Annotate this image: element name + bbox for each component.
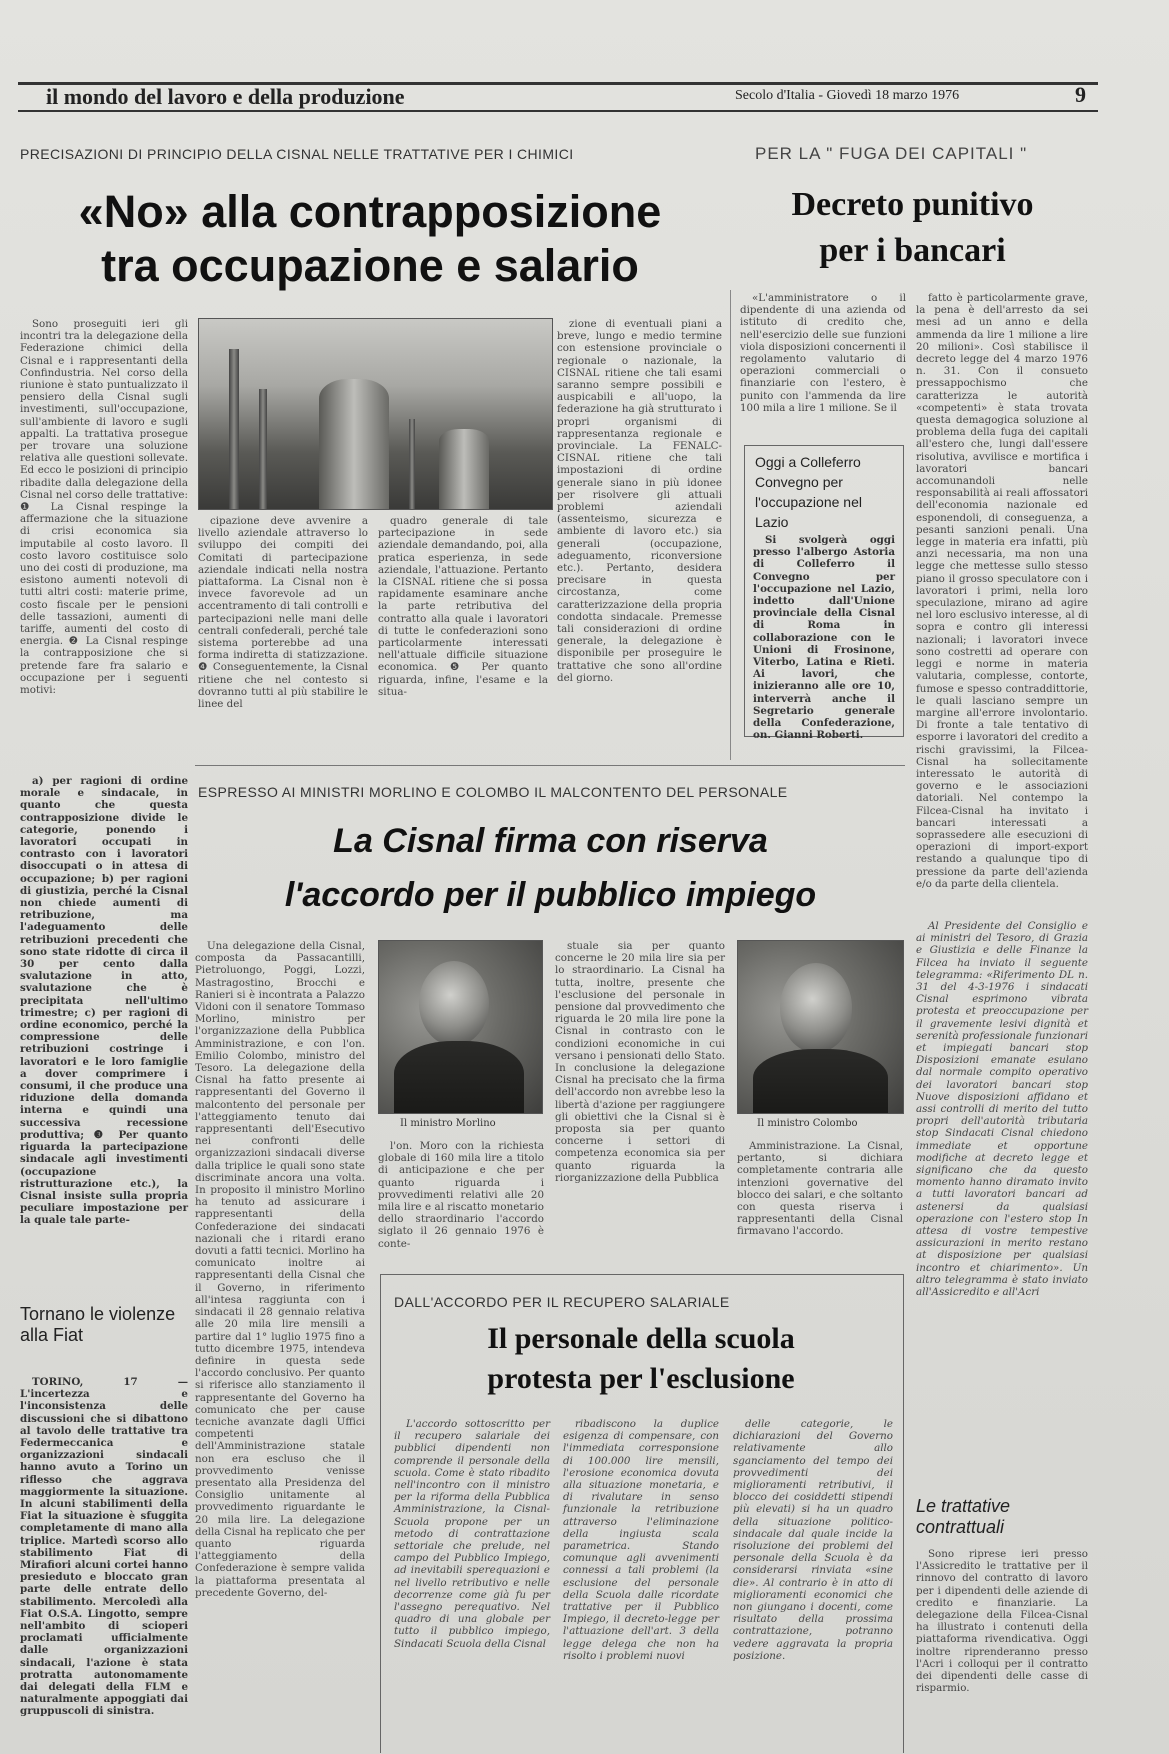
bancari-cola-text: «L'amministratore o il dipendente di una azienda od istituto di credito che, nell'esercizio delle sue funzioni viola disposizioni concernenti il regolamento valutario di operazioni commerciali o finanziarie con l'estero, è punito con l'ammenda da lire 100 mila a lire 1 milione. Se il — [740, 292, 906, 414]
chimici-headline-1: «No» alla contrapposizione — [78, 186, 662, 237]
section-divider — [195, 765, 905, 766]
bancari-headline-1: Decreto punitivo — [791, 186, 1034, 223]
scuola-col3-text: delle categorie, le dichiarazioni del Governo relativamente allo sganciamento del tempo dei provvedimenti dei miglioramenti retributivi, il blocco dei cosiddetti stipendi più elevati) si ha un quadro della situazione politico-sindacale dal quale incide la risoluzione dei problemi del personale della Scuola è da considerarsi rinviata «sine die». Al contrario è in atto di miglioramenti economici che non giungano i docenti, come risultato della prossima contrattazione, potranno vedere aggravata la propria posizione. — [733, 1418, 893, 1662]
bancari-colc-text: Sono riprese ieri presso l'Assicredito le trattative per il rinnovo del contratto di lavoro per i dipendenti delle aziende di credito e finanziarie. La delegazione della Filcea-Cisnal ha illustrato i contenuti della piattaforma rivendicativa. Oggi inoltre riprenderanno presso l'Acri i colloqui per il contratto dei dipendenti delle casse di risparmio. — [916, 1548, 1088, 1695]
chimici-col4-text: zione di eventuali piani a breve, lungo e medio termine con estensione provinciale o regionale o nazionale, la CISNAL ritiene che tali esami saranno sempre possibili e auspicabili e all'uopo, la federazione ha già strutturato i propri organismi di rappresentanza regionale e provinciale. La FENALC-CISNAL ritiene che tali impostazioni di ordine generale siano in più idonee per risolvere gli attuali problemi aziendali (assenteismo, sicurezza e ambiente di lavoro etc.) sia generali (occupazione, adeguamento, riconversione etc.). Pertanto, desidera precisare in questa circostanza, come caratterizzazione della propria condotta sindacale. Premesse tali considerazioni di ordine generale, la delegazione è disponibile per proseguire le trattative che sono all'ordine del giorno. — [557, 318, 722, 684]
fiat-headline: Tornano le violenze alla Fiat — [20, 1304, 176, 1345]
scuola-col2-text: ribadiscono la duplice esigenza di compensare, con l'immediata corresponsione di 100.000 lire mensili, l'erosione economica dovuta alla situazione monetaria, e di rivalutare in senso funzionale la retribuzione attraverso l'eliminazione della ingiusta scala parametrica. Stando comunque agli avvenimenti connessi a tali problemi (la esclusione del personale della Scuola dalle ricordate trattative per il Pubblico Impiego, il decreto-legge per l'attuazione dell'art. 3 della legge delega che non ha risolto i problemi nuovi — [563, 1418, 719, 1662]
column-rule — [730, 290, 731, 760]
impiego-headline-1: La Cisnal firma con riserva — [333, 822, 768, 860]
impiego-column-1 — [195, 940, 365, 1750]
scuola-col1-text: L'accordo sottoscritto per il recupero salariale dei pubblici dipendenti non comprende il personale della scuola. Come è stato ribadito nell'incontro con il ministro per la riforma della Pubblica Amministrazione, la Cisnal-Scuola propone per un metodo di contrattazione settoriale che prelude, nel campo del Pubblico Impiego, ad inevitabili sperequazioni e nel livello retributivo e nelle decorrenze come già fu per l'assegno perequativo. Nel quadro di una globale per tutto il pubblico impiego, Sindacati Scuola della Cisnal — [394, 1418, 550, 1650]
colleferro-title: Oggi a Colleferro Convegno per l'occupazione nel Lazio — [755, 454, 862, 530]
chimici-col1-text: Sono proseguiti ieri gli incontri tra la delegazione della Federazione chimici della Cisnal e i rappresentanti della Confindustria. Nel corso della riunione è stato puntualizzato il pensiero della Cisnal sugli investimenti, sull'occupazione, sull'ambiente di lavoro e sugli appalti. La trattativa prosegue per trovare una soluzione relativa alle questioni sollevate. Ed ecco le posizioni di principio ribadite dalla delegazione della Cisnal nel corso delle trattative: ❶ La Cisnal respinge la affermazione che la situazione di crisi economica sia imputabile al costo lavoro. Il costo lavoro costituisce solo uno dei costi di produzione, ma esistono aumenti notevoli di tutti altri costi: materie prime, costo fiscale per le pensioni delle tassazioni, aumenti di tariffe, aumenti del costo di energia. ❷ La Cisnal respinge la contrapposizione che si pretende fare fra salario e occupazione per i seguenti motivi: — [20, 318, 188, 697]
masthead-rule-bottom — [18, 110, 1098, 112]
scuola-column-1 — [394, 1418, 550, 1748]
chimici-col3-text: quadro generale di tale partecipazione in sede aziendale demandando, poi, alla pratica esperienza, in sede aziendale, l'attuazione. Pertanto la CISNAL ritiene che si possa rapidamente esaminare anche la parte retributiva del contratto alla quale i lavoratori di tutte le confederazioni sono particolarmente interessati nell'attuale difficile situazione economica. ❺ Per quanto riguarda, infine, l'esame e la situa- — [378, 515, 548, 698]
colleferro-body — [753, 534, 895, 742]
chimici-kicker: PRECISAZIONI DI PRINCIPIO DELLA CISNAL NELLE TRATTATIVE PER I CHIMICI — [20, 146, 574, 162]
chimici-column-4 — [557, 318, 722, 758]
fiat-body — [20, 1376, 188, 1748]
colleferro-body-text: Si svolgerà oggi presso l'albergo Astoria di Colleferro il Convegno per l'occupazione nel Lazio, indetto dall'Unione provinciale della Cisnal di Roma in collaborazione con le Unioni di Frosinone, Viterbo, Latina e Rieti. Ai lavori, che inizieranno alle ore 10, interverrà anche il Segretario generale della Confederazione, on. Gianni Roberti. — [753, 534, 895, 742]
bancari-kicker: PER LA " FUGA DEI CAPITALI " — [755, 144, 1028, 163]
colombo-photo — [737, 940, 904, 1114]
bancari-column-b — [916, 292, 1088, 912]
morlino-photo — [378, 940, 543, 1114]
fiat-body-text: TORINO, 17 — L'incertezza e l'inconsistenza delle discussioni che si dibattono al tavolo delle trattative tra Federmeccanica e organizzazioni sindacali hanno avuto a Torino un riflesso che aggrava maggiormente la situazione. In alcuni stabilimenti della Fiat la situazione è sfuggita completamente di mano alla triplice. Martedì scorso allo stabilimento Fiat di Mirafiori alcuni cortei hanno presieduto e bloccato gran parte delle entrate dello stabilimento. Mercoledì alla Fiat O.S.A. Lingotto, sempre nell'ambito di scioperi proclamati ufficialmente dalle organizzazioni sindacali, l'azione è stata protratta autonomamente dai delegati della FLM e naturalmente appoggiati dai gruppuscoli di sinistra. — [20, 1376, 188, 1718]
bancari-column-b-italic — [916, 920, 1088, 1495]
impiego-col1-text: Una delegazione della Cisnal, composta da Passacantilli, Pietroluongo, Poggi, Lozzi, Mastragostino, Brocchi e Ranieri si è incontrata a Palazzo Vidoni con il senatore Tommaso Morlino, ministro per l'organizzazione della Pubblica Amministrazione, e con l'on. Emilio Colombo, ministro del Tesoro. La delegazione della Cisnal ha fatto presente ai rappresentanti del Governo il malcontento del personale per l'atteggiamento tenuto dai rappresentanti dell'Esecutivo nei confronti delle organizzazioni sindacali diverse dalla triplice le quali sono state discriminate ancora una volta. In proposito il ministro Morlino ha tenuto ad assicurare i rappresentanti della Confederazione dei sindacati nazionali che i ritardi erano dovuti a fatti tecnici. Morlino ha comunicato inoltre ai rappresentanti della Cisnal che il Governo, in riferimento all'intesa raggiunta con i sindacati il 28 gennaio relativa alle 20 mila lire mensili a partire dal 1° luglio 1975 fino a tutto dicembre 1975, intendeva definire in questa sede l'accordo conclusivo. Per quanto si riferisce allo stanziamento il rappresentante del Governo ha comunicato che per cause tecniche avanzate dagli Uffici competenti dell'Amministrazione statale non era escluso che il provvedimento venisse presentato alla Presidenza del Consiglio unitamente al provvedimento riguardante le 20 mila lire. La delegazione della Cisnal ha replicato che per quanto riguarda l'atteggiamento della Confederazione è sempre valida la piattaforma presentata al precedente Governo, del- — [195, 940, 365, 1599]
impiego-column-2 — [378, 1140, 544, 1260]
chimici-col2-text: cipazione deve avvenire a livello aziendale attraverso lo sviluppo dei compiti dei Comitati di partecipazione aziendale indicati nella nostra piattaforma. La Cisnal non è invece favorevole ad un accentramento di tali controlli e partecipazioni nelle mani delle centrali confederali, perché tale sistema porterebbe ad una forma indiretta di statizzazione. ❹ Conseguentemente, la Cisnal ritiene che nel contesto si dovranno tutti al più stabilire le linee del — [198, 515, 368, 711]
bancari-subhead: Le trattative contrattuali — [916, 1496, 1011, 1537]
chimici-column-2 — [198, 515, 368, 755]
scuola-column-3 — [733, 1418, 893, 1748]
impiego-kicker: ESPRESSO AI MINISTRI MORLINO E COLOMBO IL MALCONTENTO DEL PERSONALE — [198, 784, 788, 800]
bancari-colb-italic-text: Al Presidente del Consiglio e ai ministri del Tesoro, di Grazia e Giustizia e delle Finanze la Filcea ha inviato il seguente telegramma: «Riferimento DL n. 31 del 4-3-1976 i sindacati Cisnal esprimono vibrata protesta et preoccupazione per il gravemente lesivi dignità et serenità professionale funzionari et impiegati bancari stop Disposizioni emanate esulano dal normale compito operativo dei lavoratori bancari stop Nuove disposizioni affidano et assi controlli di merito del tutto propri dell'autorità tributaria stop Sindacati Cisnal chiedono immediate et opportune modifiche at decreto legge et significano che da questo momento hanno diramato invito a tutti lavoratori bancari ad astenersi da qualsiasi operazione con l'estero stop In attesa di vostre tempestive assicurazioni in merito restano at disposizione per qualsiasi incontro et chiarimento». Un altro telegramma è stato inviato all'Assicredito e all'Acri — [916, 920, 1088, 1299]
chimici-headline-2: tra occupazione e salario — [101, 240, 639, 291]
impiego-col2-text: l'on. Moro con la richiesta globale di 160 mila lire a titolo di anticipazione e che per quanto riguarda i provvedimenti relativi alle 20 mila lire e al riscatto monetario dello straordinario l'accordo siglato il 26 gennaio 1976 è conte- — [378, 1140, 544, 1250]
bancari-headline-2: per i bancari — [819, 232, 1006, 269]
impiego-column-3 — [555, 940, 725, 1260]
impiego-col3-text: stuale sia per quanto concerne le 20 mila lire sia per lo straordinario. La Cisnal ha tutta, inoltre, presente che l'esclusione del personale in pensione dal provvedimento che riguarda le 20 mila lire pone la Cisnal in contrasto con le condizioni economiche in cui versano i pensionati dello Stato. In conclusione la delegazione Cisnal ha precisato che la firma dell'accordo non avrebbe leso la libertà d'azione per raggiungere gli obiettivi che la Cisnal si è proposta sia per quanto concerne i settori di competenza economica sia per quanto riguarda la riorganizzazione della Pubblica — [555, 940, 725, 1184]
impiego-headline-2: l'accordo per il pubblico impiego — [284, 876, 817, 914]
bancari-colb-text: fatto è particolarmente grave, la pena è dell'arresto da sei mesi ad un anno e della ammenda da lire 1 milione a lire 20 milioni». Così stabilisce il decreto legge del 4 marzo 1976 n. 31. Con il consueto pressappochismo che caratterizza le autorità «competenti» è stata trovata questa demagogica soluzione al problema della fuga dei capitali all'estero che, lungi dall'essere risolutiva, avvilisce e mortifica i lavoratori bancari accomunandoli nelle responsabilità ai reali affossatori dell'economia nazionale ed esponendoli, di conseguenza, a pesanti sanzioni penali. Una legge in materia era infatti, più anzi necessaria, ma non una legge che mettesse sullo stesso piano il grosso speculatore con i lavoratori i primi, nella loro speculazione, mirano ad agire nel loro esclusivo interesse, al di sopra e contro gli interessi nazionali; i lavoratori invece sono costretti ad operare con leggi e norme in materia valutaria, complesse, contorte, fumose e spesso contraddittorie, le quali lasciano sempre un margine all'errore involontario. Di fronte a tale tentativo di esporre i lavoratori del credito a rischi gravissimi, la Filcea-Cisnal ha sollecitamente interessato le autorità di governo e le associazioni datoriali. Nel contempo la Filcea-Cisnal ha invitato i bancari interessati a soprassedere alle esecuzioni di operazioni di import-export restando a qualunque tipo di pressione da parte dell'azienda e/o da parte della clientela. — [916, 292, 1088, 890]
scuola-kicker: DALL'ACCORDO PER IL RECUPERO SALARIALE — [394, 1294, 730, 1310]
scuola-headline-2: protesta per l'esclusione — [487, 1362, 795, 1395]
chimici-column-1 — [20, 318, 188, 768]
scuola-column-2 — [563, 1418, 719, 1748]
impiego-column-4 — [737, 1140, 903, 1260]
date-line: Secolo d'Italia - Giovedì 18 marzo 1976 — [735, 88, 960, 103]
chimici-column-1b — [20, 775, 188, 1270]
scuola-headline-1: Il personale della scuola — [487, 1322, 795, 1355]
section-title: il mondo del lavoro e della produzione — [46, 84, 405, 109]
morlino-caption: Il ministro Morlino — [400, 1118, 496, 1129]
colombo-caption: Il ministro Colombo — [757, 1118, 858, 1129]
colleferro-box — [744, 445, 904, 742]
chimici-column-3 — [378, 515, 548, 755]
factory-photo — [198, 318, 553, 510]
bancari-column-a — [740, 292, 906, 437]
bancari-column-c — [916, 1548, 1088, 1748]
page-number: 9 — [1075, 82, 1086, 107]
impiego-col4-text: Amministrazione. La Cisnal, pertanto, si dichiara completamente contraria alle intenzioni governative del blocco dei salari, e che soltanto con questa riserva i rappresentanti della Cisnal firmavano l'accordo. — [737, 1140, 903, 1238]
chimici-col1b-text: a) per ragioni di ordine morale e sindacale, in quanto che questa contrapposizione divide le categorie, ponendo i lavoratori occupati in contrasto con i lavoratori disoccupati o in attesa di occupazione; b) per ragioni di giustizia, perché la Cisnal non chiede aumenti di retribuzione, ma l'adeguamento delle retribuzioni precedenti che sono state ridotte di circa il 30 per cento dalla svalutazione in atto, svalutazione che è precipitata nell'ultimo trimestre; c) per ragioni di ordine economico, perché la compressione delle retribuzioni costringe i lavoratori e le loro famiglie a dover comprimere i consumi, il che produce una riduzione della domanda interna e quindi una successiva recessione produttiva; ❸ Per quanto riguarda la partecipazione sindacale agli investimenti (occupazione ristrutturazione etc.), la Cisnal insiste sulla propria peculiare impostazione per la quale tale parte- — [20, 775, 188, 1227]
